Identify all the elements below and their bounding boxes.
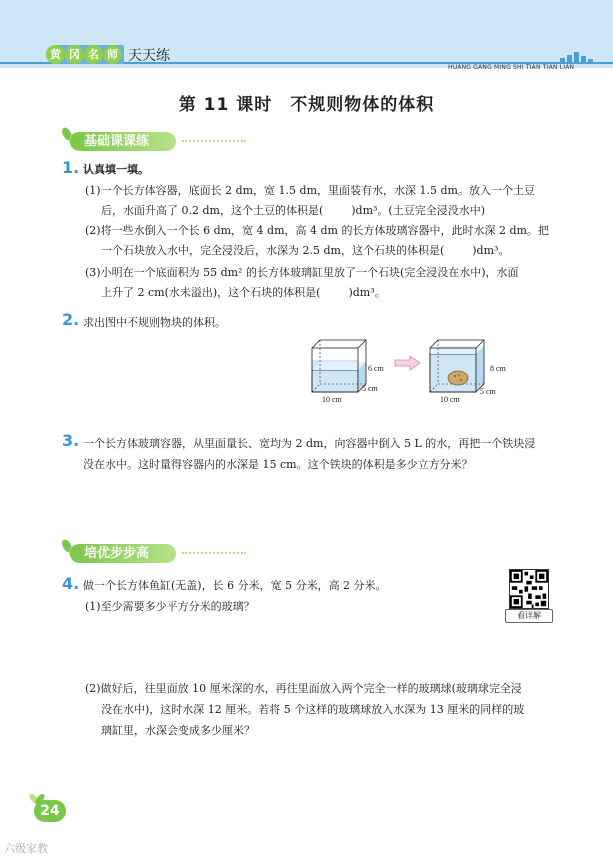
brand-logo (46, 45, 124, 64)
brand-char: 冈 (65, 45, 84, 64)
question-number: 4. (62, 574, 80, 593)
left-width-label: 5 cm (362, 384, 378, 393)
question-number: 1. (62, 158, 80, 177)
text-segment: )dm³。(土豆完全浸没水中) (351, 204, 486, 217)
section-banner-advanced (70, 544, 176, 563)
stone-icon (448, 371, 468, 385)
q1-part3-line2 (101, 283, 386, 303)
text-segment: 一个石块放入水中，完全浸没后，水深为 2.5 dm，这个石块的体积是( (101, 244, 445, 257)
left-height-label: 6 cm (368, 364, 384, 373)
section-label: 基础课课练 (84, 134, 150, 149)
brand-char: 名 (84, 45, 103, 64)
brand-char: 师 (103, 45, 122, 64)
right-length-label: 10 cm (440, 395, 460, 404)
text-segment: 后，水面升高了 0.2 dm，这个土豆的体积是( (101, 204, 324, 217)
q3-line2: 没在水中。这时量得容器内的水深是 15 cm。这个铁块的体积是多少立方分米？ (83, 458, 473, 471)
bar-graphic-icon (560, 52, 610, 64)
q1-part2-line2 (101, 241, 509, 261)
watermark: 六级家教 (4, 842, 48, 855)
question-number: 2. (62, 310, 80, 329)
section-label: 培优步步高 (84, 546, 150, 561)
q3-line1: 一个长方体玻璃容器，从里面量长、宽均为 2 dm，向容器中倒入 5 L 的水，再把一个铁块浸 (83, 437, 536, 450)
page-number: 24 (34, 800, 66, 822)
banner-dots (182, 140, 246, 142)
container-figure (300, 330, 530, 410)
brand-pinyin: HUANG GANG MING SHI TIAN TIAN LIAN (448, 64, 575, 71)
q4-part2-line3: 璃缸里，水深会变成多少厘米？ (101, 724, 255, 737)
left-length-label: 10 cm (322, 395, 342, 404)
q4-line1: 做一个长方体鱼缸(无盖)，长 6 分米，宽 5 分米，高 2 分米。 (83, 579, 387, 592)
series-name: 天天练 (128, 48, 170, 64)
question-prompt: 认真填一填。 (83, 163, 149, 176)
page-title: 第 11 课时 不规则物体的体积 (178, 95, 435, 115)
container-after (430, 340, 484, 392)
q4-part1: (1)至少需要多少平方分米的玻璃？ (85, 600, 255, 613)
text-segment: )dm³。 (348, 286, 386, 299)
q4-part2-line2: 没在水中)，这时水深 12 厘米。若将 5 个这样的玻璃球放入水深为 13 厘米的同样的玻 (101, 703, 525, 716)
right-height-label: 8 cm (490, 364, 506, 373)
qr-detail-label[interactable]: 看详解 (505, 609, 553, 623)
question-number: 3. (62, 431, 80, 450)
q1-part1-line2 (101, 201, 485, 221)
q1-part2-line1: (2)将一些水倒入一个长 6 dm，宽 4 dm，高 4 dm 的长方体玻璃容器中，此时水深 2 dm。把 (85, 224, 549, 237)
question-prompt: 求出图中不规则物块的体积。 (83, 316, 226, 329)
text-segment: )dm³。 (472, 244, 510, 257)
q1-part3-line1: (3)小明在一个底面积为 55 dm² 的长方体玻璃缸里放了一个石块(完全浸没在水中)，水面 (85, 266, 519, 279)
qr-code-icon[interactable] (509, 569, 549, 609)
section-banner-basic (70, 132, 176, 151)
q4-part2-line1: (2)做好后，往里面放 10 厘米深的水，再往里面放入两个完全一样的玻璃球(玻璃球完全浸 (85, 682, 522, 695)
text-segment: 上升了 2 cm(水未溢出)，这个石块的体积是( (101, 286, 321, 299)
brand-char: 黄 (46, 45, 65, 64)
q1-part1-line1: (1)一个长方体容器，底面长 2 dm，宽 1.5 dm，里面装有水，水深 1.5 dm。放入一个土豆 (85, 184, 535, 197)
arrow-right-icon (395, 356, 420, 370)
right-width-label: 5 cm (480, 387, 496, 396)
banner-dots (182, 552, 246, 554)
container-before (312, 340, 366, 392)
